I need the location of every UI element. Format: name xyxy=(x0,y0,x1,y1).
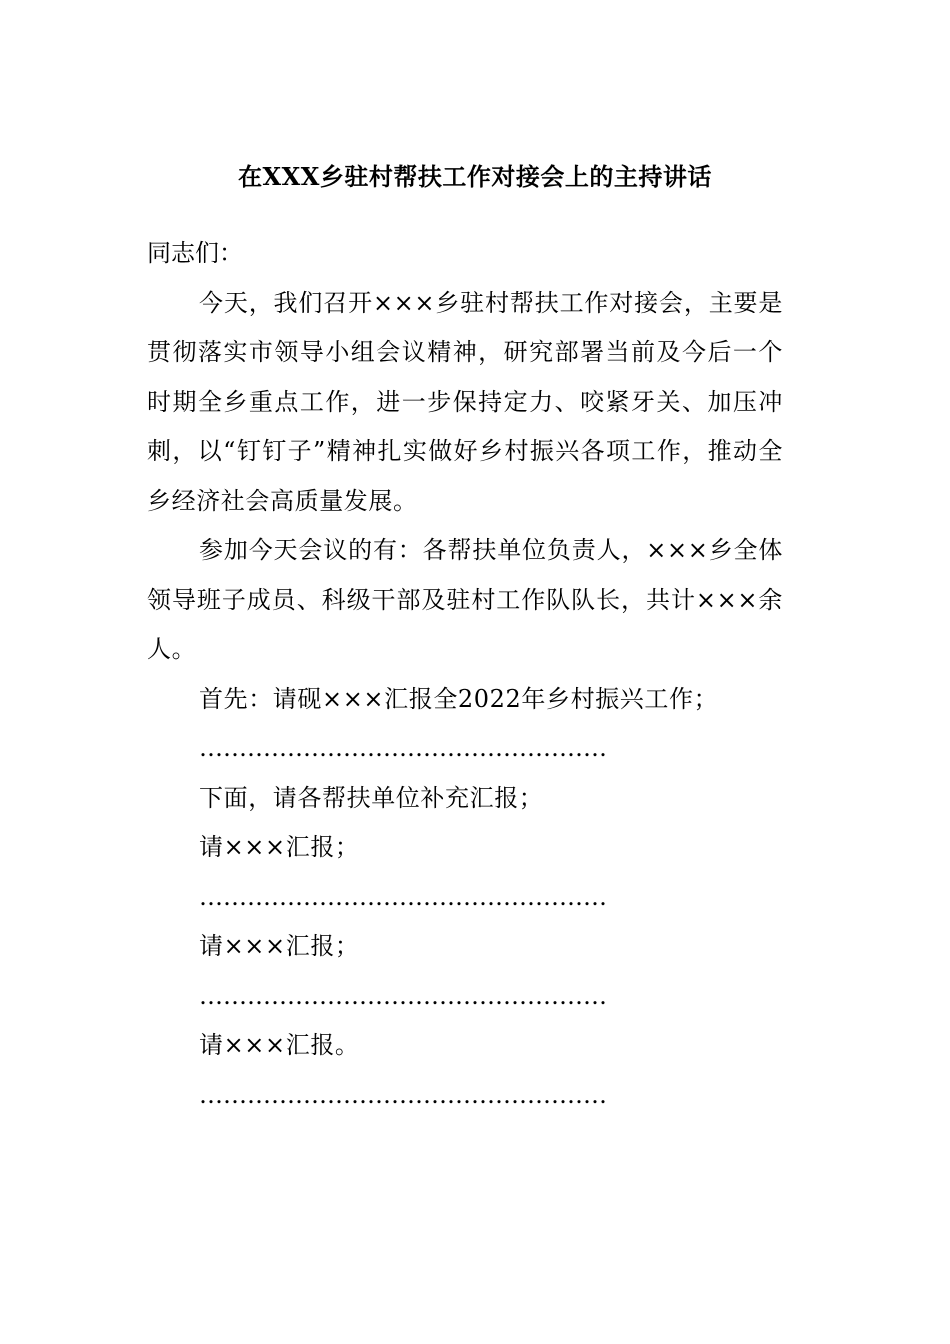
agenda-item-report: 请×××汇报； xyxy=(199,932,360,960)
ellipsis-line: …………………………………………… xyxy=(199,981,607,1010)
document-title: 在XXX乡驻村帮扶工作对接会上的主持讲话 xyxy=(238,162,712,191)
salutation: 同志们： xyxy=(147,239,243,267)
agenda-item-supplementary: 下面，请各帮扶单位补充汇报； xyxy=(199,783,544,812)
ellipsis-line: …………………………………………… xyxy=(199,734,607,762)
ellipsis-line: …………………………………………… xyxy=(199,1080,607,1109)
agenda-item-report: 请×××汇报； xyxy=(199,833,360,861)
agenda-item-first-report: 首先：请砚×××汇报全2022年乡村振兴工作； xyxy=(199,684,719,713)
paragraph-opening: 今天，我们召开×××乡驻村帮扶工作对接会，主要是贯彻落实市领导小组会议精神，研究部署当前及今后一个时期全乡重点工作，进一步保持定力、咬紧牙关、加压冲刺，以“钉钉子”精神扎实做好乡村振兴各项工作，推动全乡经济社会高质量发展。 xyxy=(147,288,783,515)
ellipsis-line: …………………………………………… xyxy=(199,882,607,911)
agenda-item-report-final: 请×××汇报。 xyxy=(199,1031,360,1059)
paragraph-attendees: 参加今天会议的有：各帮扶单位负责人，×××乡全体领导班子成员、科级干部及驻村工作队队长，共计×××余人。 xyxy=(147,536,783,663)
document-body xyxy=(147,229,783,1120)
